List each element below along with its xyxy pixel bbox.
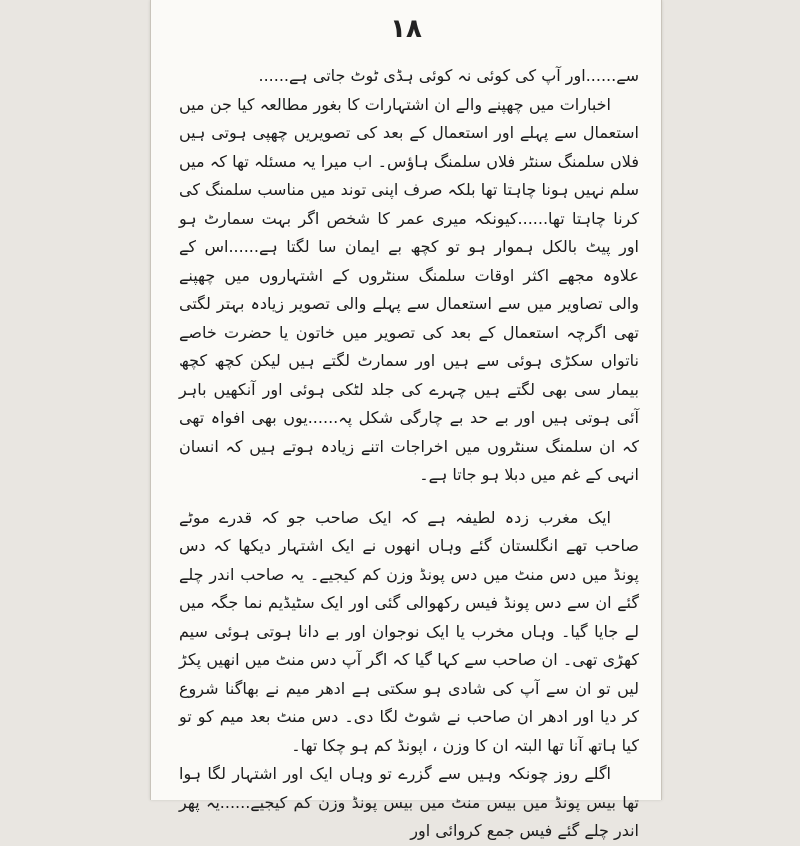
book-page xyxy=(150,0,662,840)
paragraph-3: ایک مغرب زدہ لطیفہ ہے کہ ایک صاحب جو کہ قدرے موٹے صاحب تھے انگلستان گئے وہاں انھوں نے ایک اشتہار دیکھا کہ دس پونڈ میں دس منٹ میں دس پونڈ وزن کم کیجیے۔ یہ صاحب اندر چلے گئے ان سے دس پونڈ فیس رکھوالی گئی اور ایک سٹیڈیم نما جگہ میں لے جایا گیا۔ وہاں مخرب یا ایک نوجوان اور بے دانا ہوتی ہوئی سیم کھڑی تھی۔ ان صاحب سے کہا گیا کہ اگر آپ دس منٹ میں انھیں پکڑ لیں تو ان سے آپ کی شادی ہو سکتی ہے ادھر میم نے بھاگنا شروع کر دیا اور ادھر ان صاحب نے شوٹ لگا دی۔ دس منٹ بعد میم کو تو کیا ہاتھ آنا تھا البتہ ان کا وزن ، اپونڈ کم ہو چکا تھا۔ xyxy=(179,507,639,755)
page-body xyxy=(179,62,639,846)
paragraph-1: سے......اور آپ کی کوئی نہ کوئی ہڈی ٹوٹ جاتی ہے...... xyxy=(258,66,639,85)
paragraph-2: اخبارات میں چھپنے والے ان اشتہارات کا بغور مطالعہ کیا جن میں استعمال سے پہلے اور استعمال کے بعد کی تصویریں چھپی ہوتی ہیں فلاں سلمنگ سنٹر فلاں سلمنگ ہاؤس۔ اب میرا یہ مسئلہ تھا کہ میں سلم نہیں ہونا چاہتا تھا بلکہ صرف اپنی توند میں مناسب سلمنگ کی کرنا چاہتا تھا......کیونکہ میری عمر کا شخص اگر بہت سمارٹ ہو اور پیٹ بالکل ہموار ہو تو کچھ بے ایمان سا لگتا ہے......اس کے علاوہ مجھے اکثر اوقات سلمنگ سنٹروں کے اشتہاروں میں چھپنے والی تصاویر میں سے استعمال سے پہلے والی تصویر زیادہ بہتر لگتی تھی اگرچہ استعمال کے بعد کی تصویر میں خاتون یا حضرت خاصے ناتواں سکڑی ہوئی سے ہیں اور سمارٹ لگتے ہیں لیکن کچھ کچھ بیمار سی بھی لگتے ہیں چہرے کی جلد لٹکی ہوئی اور آنکھیں باہر آئی ہوتی ہیں اور بے حد بے چارگی شکل پہ......یوں بھی افواہ تھی کہ ان سلمنگ سنٹروں میں اخراجات اتنے زیادہ ہوتے ہیں کہ انسان انہی کے غم میں دبلا ہو جاتا ہے۔ xyxy=(179,94,639,484)
paragraph-4: اگلے روز چونکہ وہیں سے گزرے تو وہاں ایک اور اشتہار لگا ہوا تھا بیس پونڈ میں بیس منٹ میں بیس پونڈ وزن کم کیجیے......یہ پھر اندر چلے گئے فیس جمع کروائی اور xyxy=(179,764,639,840)
page-number: ۱۸ xyxy=(390,14,422,44)
